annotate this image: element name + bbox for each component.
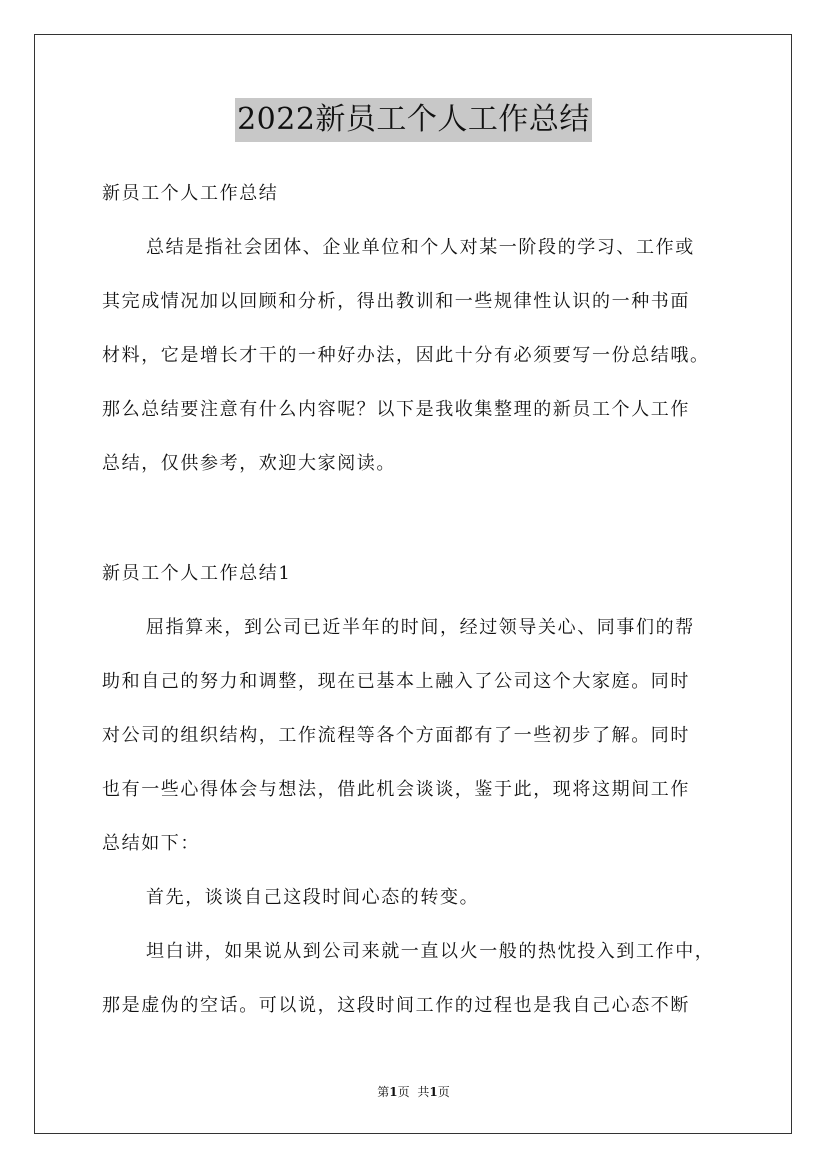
footer-total-prefix: 共	[417, 1085, 430, 1099]
subtitle: 新员工个人工作总结	[102, 183, 279, 204]
title-container	[0, 98, 827, 142]
paragraph-line: 那是虚伪的空话。可以说，这段时间工作的过程也是我自己心态不断	[102, 995, 690, 1016]
page-footer	[0, 1084, 827, 1100]
document-title: 2022新员工个人工作总结	[235, 98, 592, 142]
intro-line: 总结，仅供参考，欢迎大家阅读。	[102, 453, 396, 474]
section-line: 助和自己的努力和调整，现在已基本上融入了公司这个大家庭。同时	[102, 671, 690, 692]
footer-total-suffix: 页	[437, 1085, 450, 1099]
intro-line: 总结是指社会团体、企业单位和个人对某一阶段的学习、工作或	[146, 237, 695, 258]
section-line: 总结如下：	[102, 833, 200, 854]
section-line: 屈指算来，到公司已近半年的时间，经过领导关心、同事们的帮	[146, 617, 695, 638]
intro-line: 其完成情况加以回顾和分析，得出教训和一些规律性认识的一种书面	[102, 291, 690, 312]
section-heading: 新员工个人工作总结1	[102, 563, 292, 584]
intro-line: 材料，它是增长才干的一种好办法，因此十分有必须要写一份总结哦。	[102, 345, 710, 366]
section-line: 也有一些心得体会与想法，借此机会谈谈，鉴于此，现将这期间工作	[102, 779, 690, 800]
intro-line: 那么总结要注意有什么内容呢？以下是我收集整理的新员工个人工作	[102, 399, 690, 420]
footer-page-prefix: 第	[377, 1085, 390, 1099]
footer-page-suffix: 页	[397, 1085, 410, 1099]
section-line: 对公司的组织结构，工作流程等各个方面都有了一些初步了解。同时	[102, 725, 690, 746]
paragraph-line: 首先，谈谈自己这段时间心态的转变。	[146, 887, 480, 908]
paragraph-line: 坦白讲，如果说从到公司来就一直以火一般的热忱投入到工作中，	[146, 941, 715, 962]
footer-page-number: 1	[389, 1085, 398, 1099]
footer-total-number: 1	[429, 1085, 438, 1099]
